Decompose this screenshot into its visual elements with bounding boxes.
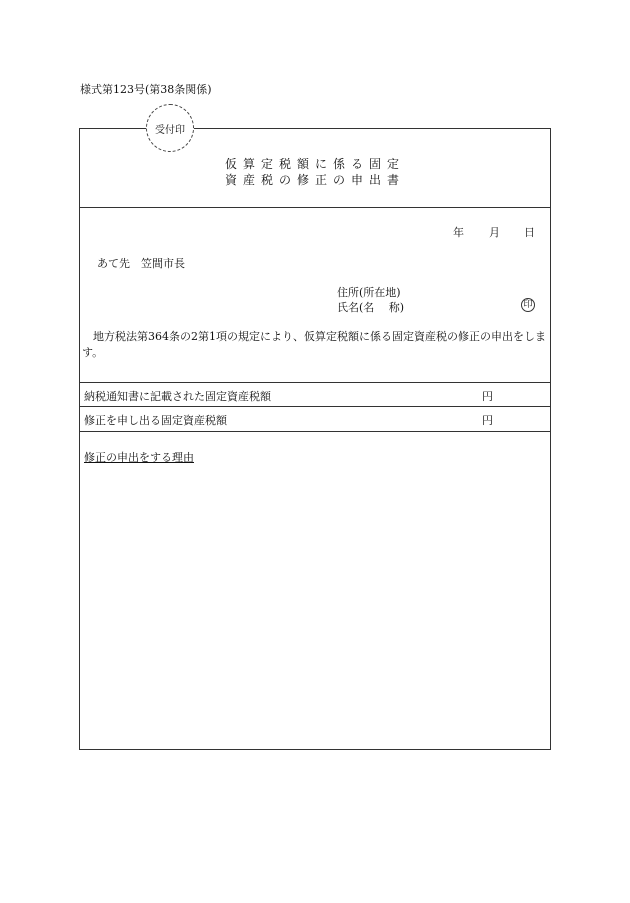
receipt-stamp-label: 受付印 — [155, 125, 185, 136]
date-month-label: 月 — [489, 226, 500, 239]
form-title-line1: 仮算定税額に係る固定 — [224, 157, 405, 171]
name-label: 氏名(名 称) — [337, 301, 405, 314]
reason-label: 修正の申出をする理由 — [84, 451, 194, 464]
divider-title — [79, 207, 551, 208]
form-title-line2: 資産税の修正の申出書 — [224, 173, 405, 187]
divider-reason-top — [79, 431, 551, 432]
form-frame — [79, 128, 551, 750]
date-year-label: 年 — [453, 226, 464, 239]
date-day-label: 日 — [524, 226, 535, 239]
row-corrected-tax-unit: 円 — [482, 414, 493, 427]
row-notified-tax-unit: 円 — [482, 390, 493, 403]
row-notified-tax-label: 納税通知書に記載された固定資産税額 — [84, 390, 271, 403]
form-number: 様式第123号(第38条関係) — [80, 83, 212, 96]
declaration-text: 地方税法第364条の2第1項の規定により、仮算定税額に係る固定資産税の修正の申出をします。 — [82, 330, 546, 359]
divider-row2-top — [79, 406, 551, 407]
divider-row1-top — [79, 382, 551, 383]
seal-mark-icon: 印 — [521, 298, 535, 312]
row-corrected-tax-label: 修正を申し出る固定資産税額 — [84, 414, 227, 427]
address-label: 住所(所在地) — [337, 286, 401, 299]
receipt-stamp-circle — [146, 104, 194, 152]
addressee: あて先 笠間市長 — [97, 257, 185, 270]
